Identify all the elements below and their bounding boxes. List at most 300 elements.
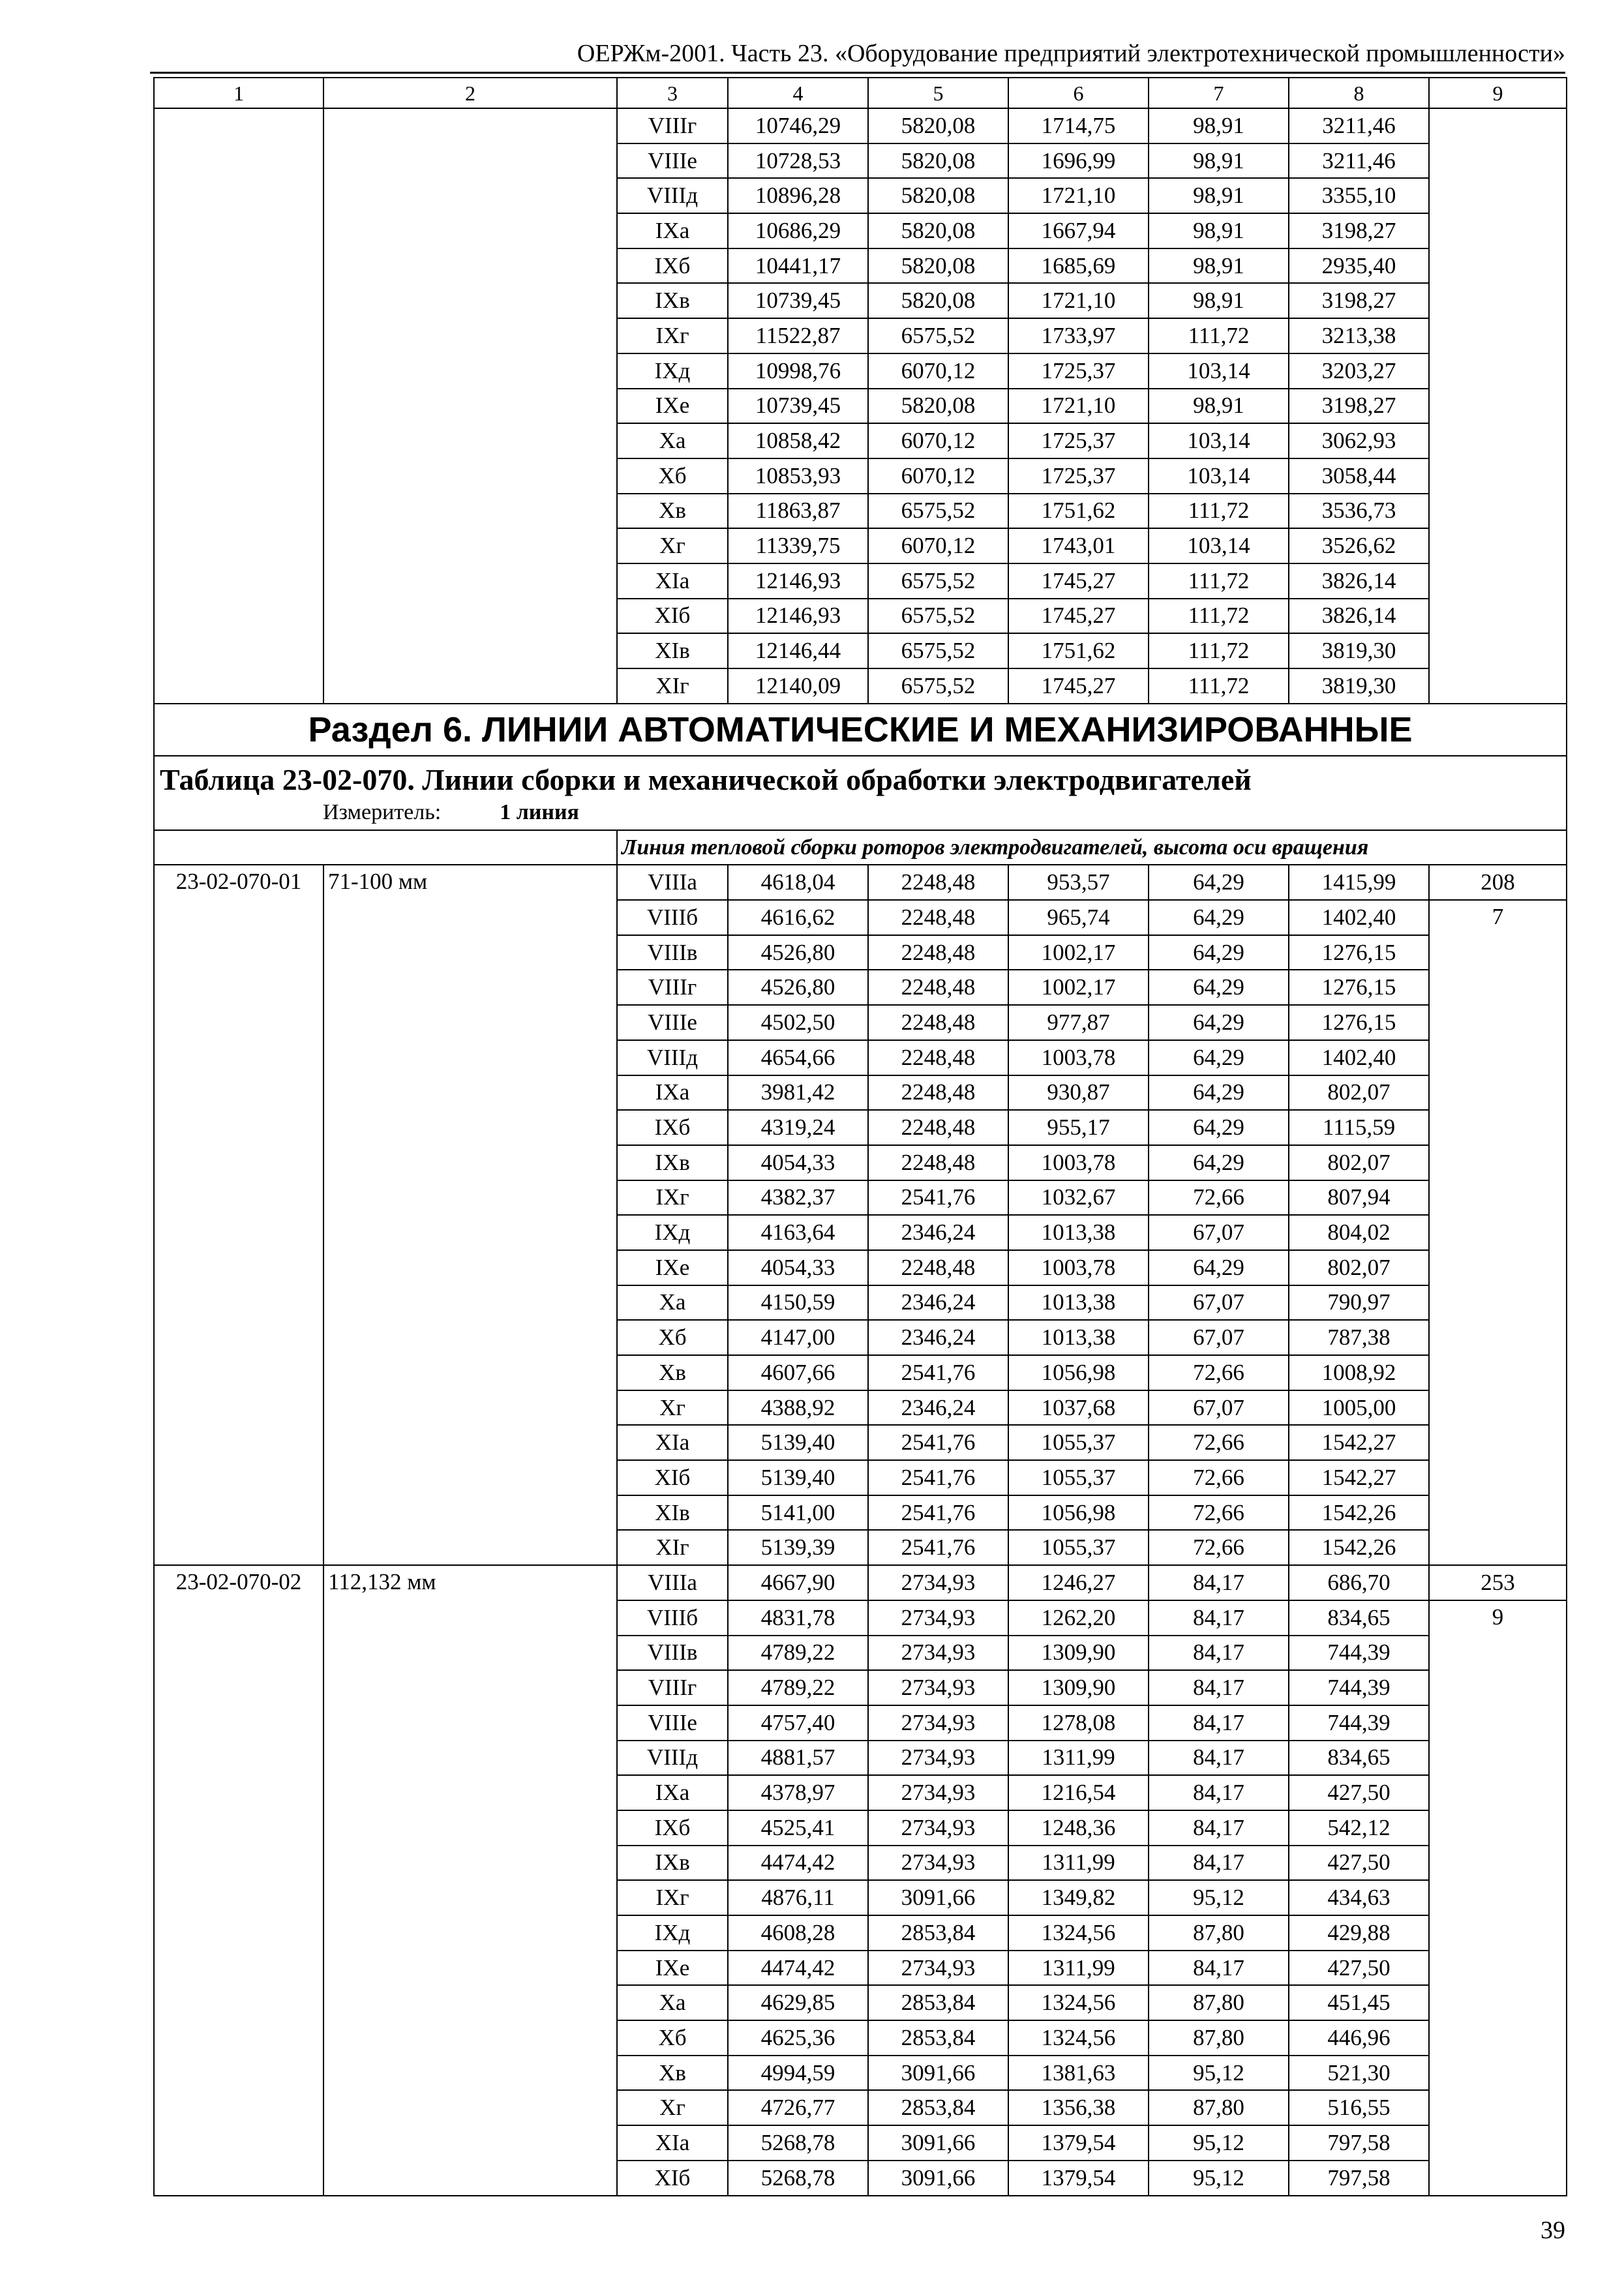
value-cell: 4526,80: [728, 935, 868, 970]
table-body: [154, 78, 1567, 2196]
value-cell: 72,66: [1149, 1180, 1289, 1216]
value-cell: 1415,99: [1289, 865, 1429, 900]
zone-cell: VIIIв: [617, 935, 728, 970]
value-cell: 67,07: [1149, 1390, 1289, 1426]
value-cell: 2541,76: [868, 1425, 1008, 1460]
zone-cell: XIа: [617, 1425, 728, 1460]
value-cell: 4054,33: [728, 1145, 868, 1180]
value-cell: 64,29: [1149, 970, 1289, 1005]
col9-value: 9: [1429, 1600, 1567, 2196]
value-cell: 84,17: [1149, 1600, 1289, 1636]
column-number: 5: [868, 78, 1008, 108]
value-cell: 3355,10: [1289, 178, 1429, 213]
value-cell: 1667,94: [1008, 213, 1149, 248]
value-cell: 111,72: [1149, 563, 1289, 599]
zone-cell: Xа: [617, 1285, 728, 1321]
value-cell: 5820,08: [868, 389, 1008, 424]
value-cell: 4618,04: [728, 865, 868, 900]
value-cell: 1311,99: [1008, 1846, 1149, 1881]
value-cell: 953,57: [1008, 865, 1149, 900]
value-cell: 5139,39: [728, 1530, 868, 1565]
zone-cell: VIIIв: [617, 1636, 728, 1671]
value-cell: 1309,90: [1008, 1670, 1149, 1705]
zone-cell: Xв: [617, 2056, 728, 2091]
value-cell: 5820,08: [868, 213, 1008, 248]
value-cell: 4616,62: [728, 900, 868, 935]
value-cell: 87,80: [1149, 2090, 1289, 2125]
value-cell: 3062,93: [1289, 423, 1429, 458]
value-cell: 834,65: [1289, 1741, 1429, 1776]
column-number: 2: [323, 78, 617, 108]
zone-cell: XIв: [617, 1495, 728, 1531]
value-cell: 1013,38: [1008, 1285, 1149, 1321]
value-cell: 2541,76: [868, 1495, 1008, 1531]
zone-cell: IXб: [617, 1110, 728, 1145]
value-cell: 64,29: [1149, 900, 1289, 935]
value-cell: 2541,76: [868, 1460, 1008, 1495]
value-cell: 4054,33: [728, 1250, 868, 1285]
value-cell: 2248,48: [868, 1110, 1008, 1145]
zone-cell: VIIIе: [617, 1005, 728, 1040]
value-cell: 11339,75: [728, 528, 868, 563]
value-cell: 434,63: [1289, 1880, 1429, 1915]
value-cell: 790,97: [1289, 1285, 1429, 1321]
zone-cell: Xб: [617, 2020, 728, 2056]
value-cell: 2853,84: [868, 2090, 1008, 2125]
value-cell: 3058,44: [1289, 458, 1429, 494]
value-cell: 797,58: [1289, 2125, 1429, 2161]
value-cell: 744,39: [1289, 1670, 1429, 1705]
value-cell: 1542,27: [1289, 1425, 1429, 1460]
value-cell: 1324,56: [1008, 1985, 1149, 2020]
value-cell: 2248,48: [868, 1040, 1008, 1075]
value-cell: 4319,24: [728, 1110, 868, 1145]
subheading-spacer: [154, 830, 617, 865]
value-cell: 4150,59: [728, 1285, 868, 1321]
value-cell: 1311,99: [1008, 1741, 1149, 1776]
value-cell: 1696,99: [1008, 143, 1149, 179]
name-cell: [323, 108, 617, 704]
value-cell: 11522,87: [728, 318, 868, 353]
value-cell: 1216,54: [1008, 1775, 1149, 1810]
value-cell: 64,29: [1149, 1250, 1289, 1285]
value-cell: 2541,76: [868, 1355, 1008, 1390]
value-cell: 111,72: [1149, 318, 1289, 353]
zone-cell: VIIIе: [617, 143, 728, 179]
value-cell: 427,50: [1289, 1775, 1429, 1810]
value-cell: 67,07: [1149, 1285, 1289, 1321]
value-cell: 64,29: [1149, 1005, 1289, 1040]
value-cell: 6575,52: [868, 318, 1008, 353]
value-cell: 1276,15: [1289, 970, 1429, 1005]
value-cell: 802,07: [1289, 1075, 1429, 1111]
table-row: [154, 108, 1567, 143]
value-cell: 87,80: [1149, 1915, 1289, 1951]
column-number: 1: [154, 78, 323, 108]
value-cell: 4388,92: [728, 1390, 868, 1426]
value-cell: 4147,00: [728, 1320, 868, 1355]
zone-cell: VIIIд: [617, 1741, 728, 1776]
zone-cell: Xв: [617, 494, 728, 529]
zone-cell: IXб: [617, 1810, 728, 1846]
value-cell: 4526,80: [728, 970, 868, 1005]
value-cell: 3211,46: [1289, 143, 1429, 179]
value-cell: 3091,66: [868, 2161, 1008, 2196]
value-cell: 2935,40: [1289, 248, 1429, 284]
table-row: [154, 865, 1567, 900]
value-cell: 6575,52: [868, 668, 1008, 704]
value-cell: 807,94: [1289, 1180, 1429, 1216]
column-number: 7: [1149, 78, 1289, 108]
value-cell: 10686,29: [728, 213, 868, 248]
zone-cell: IXв: [617, 283, 728, 318]
value-cell: 111,72: [1149, 494, 1289, 529]
section-title: Раздел 6. ЛИНИИ АВТОМАТИЧЕСКИЕ И МЕХАНИЗИРОВАННЫЕ: [154, 704, 1567, 756]
value-cell: 3198,27: [1289, 283, 1429, 318]
value-cell: 4378,97: [728, 1775, 868, 1810]
value-cell: 744,39: [1289, 1705, 1429, 1741]
measure-label: Измеритель:: [323, 800, 442, 824]
value-cell: 87,80: [1149, 2020, 1289, 2056]
zone-cell: VIIIб: [617, 1600, 728, 1636]
zone-cell: Xб: [617, 1320, 728, 1355]
value-cell: 3198,27: [1289, 389, 1429, 424]
value-cell: 1349,82: [1008, 1880, 1149, 1915]
value-cell: 2734,93: [868, 1951, 1008, 1986]
value-cell: 2248,48: [868, 1075, 1008, 1111]
value-cell: 98,91: [1149, 283, 1289, 318]
value-cell: 1002,17: [1008, 970, 1149, 1005]
value-cell: 427,50: [1289, 1846, 1429, 1881]
zone-cell: XIб: [617, 1460, 728, 1495]
value-cell: 84,17: [1149, 1741, 1289, 1776]
zone-cell: XIв: [617, 633, 728, 668]
value-cell: 2346,24: [868, 1320, 1008, 1355]
table-title-cell: [154, 756, 1567, 830]
zone-cell: XIа: [617, 2125, 728, 2161]
value-cell: 542,12: [1289, 1810, 1429, 1846]
subheading-row: [154, 830, 1567, 865]
value-cell: 10728,53: [728, 143, 868, 179]
column-number-row: [154, 78, 1567, 108]
value-cell: 2734,93: [868, 1670, 1008, 1705]
value-cell: 6575,52: [868, 494, 1008, 529]
value-cell: 4757,40: [728, 1705, 868, 1741]
zone-cell: Xа: [617, 423, 728, 458]
value-cell: 84,17: [1149, 1951, 1289, 1986]
value-cell: 2346,24: [868, 1390, 1008, 1426]
measure-value: 1 линия: [500, 800, 579, 824]
value-cell: 1056,98: [1008, 1355, 1149, 1390]
value-cell: 2346,24: [868, 1215, 1008, 1250]
value-cell: 84,17: [1149, 1670, 1289, 1705]
zone-cell: IXв: [617, 1846, 728, 1881]
value-cell: 12140,09: [728, 668, 868, 704]
value-cell: 72,66: [1149, 1495, 1289, 1531]
value-cell: 95,12: [1149, 2056, 1289, 2091]
value-cell: 10853,93: [728, 458, 868, 494]
value-cell: 446,96: [1289, 2020, 1429, 2056]
value-cell: 95,12: [1149, 2125, 1289, 2161]
zone-cell: IXа: [617, 213, 728, 248]
value-cell: 12146,44: [728, 633, 868, 668]
value-cell: 95,12: [1149, 2161, 1289, 2196]
value-cell: 6070,12: [868, 528, 1008, 563]
value-cell: 3091,66: [868, 2125, 1008, 2161]
zone-cell: IXд: [617, 1215, 728, 1250]
value-cell: 3091,66: [868, 1880, 1008, 1915]
value-cell: 955,17: [1008, 1110, 1149, 1145]
value-cell: 1685,69: [1008, 248, 1149, 284]
value-cell: 930,87: [1008, 1075, 1149, 1111]
zone-cell: VIIIа: [617, 1565, 728, 1600]
zone-cell: XIг: [617, 668, 728, 704]
value-cell: 72,66: [1149, 1460, 1289, 1495]
value-cell: 1542,26: [1289, 1530, 1429, 1565]
value-cell: 103,14: [1149, 458, 1289, 494]
value-cell: 1721,10: [1008, 283, 1149, 318]
value-cell: 5820,08: [868, 108, 1008, 143]
value-cell: 1276,15: [1289, 935, 1429, 970]
table-row: [154, 1565, 1567, 1600]
value-cell: 10896,28: [728, 178, 868, 213]
value-cell: 2248,48: [868, 970, 1008, 1005]
value-cell: 6575,52: [868, 563, 1008, 599]
value-cell: 1402,40: [1289, 900, 1429, 935]
value-cell: 4607,66: [728, 1355, 868, 1390]
zone-cell: XIб: [617, 2161, 728, 2196]
value-cell: 1115,59: [1289, 1110, 1429, 1145]
value-cell: 977,87: [1008, 1005, 1149, 1040]
value-cell: 5268,78: [728, 2161, 868, 2196]
value-cell: 1721,10: [1008, 389, 1149, 424]
value-cell: 2248,48: [868, 935, 1008, 970]
value-cell: 3526,62: [1289, 528, 1429, 563]
value-cell: 3213,38: [1289, 318, 1429, 353]
zone-cell: XIг: [617, 1530, 728, 1565]
value-cell: 2248,48: [868, 900, 1008, 935]
code-cell: 23-02-070-01: [154, 865, 323, 1565]
zone-cell: VIIIа: [617, 865, 728, 900]
value-cell: 1745,27: [1008, 563, 1149, 599]
price-table: [153, 77, 1567, 2196]
value-cell: 1733,97: [1008, 318, 1149, 353]
zone-cell: XIа: [617, 563, 728, 599]
value-cell: 1309,90: [1008, 1636, 1149, 1671]
value-cell: 2346,24: [868, 1285, 1008, 1321]
value-cell: 10739,45: [728, 283, 868, 318]
value-cell: 1003,78: [1008, 1250, 1149, 1285]
value-cell: 12146,93: [728, 563, 868, 599]
value-cell: 5820,08: [868, 143, 1008, 179]
page-number: 39: [1541, 2217, 1565, 2244]
value-cell: 787,38: [1289, 1320, 1429, 1355]
value-cell: 111,72: [1149, 633, 1289, 668]
value-cell: 6070,12: [868, 423, 1008, 458]
value-cell: 2734,93: [868, 1565, 1008, 1600]
value-cell: 1008,92: [1289, 1355, 1429, 1390]
value-cell: 5820,08: [868, 178, 1008, 213]
running-header: ОЕРЖм-2001. Часть 23. «Оборудование предприятий электротехнической промышленности»: [150, 38, 1565, 74]
zone-cell: IXе: [617, 1951, 728, 1986]
value-cell: 1725,37: [1008, 353, 1149, 389]
value-cell: 4525,41: [728, 1810, 868, 1846]
zone-cell: IXе: [617, 1250, 728, 1285]
value-cell: 834,65: [1289, 1600, 1429, 1636]
zone-cell: Xб: [617, 458, 728, 494]
value-cell: 111,72: [1149, 599, 1289, 634]
value-cell: 802,07: [1289, 1250, 1429, 1285]
code-cell: 23-02-070-02: [154, 1565, 323, 2195]
value-cell: 3826,14: [1289, 599, 1429, 634]
column-number: 4: [728, 78, 868, 108]
zone-cell: VIIIг: [617, 970, 728, 1005]
zone-cell: IXа: [617, 1775, 728, 1810]
value-cell: 4608,28: [728, 1915, 868, 1951]
value-cell: 5820,08: [868, 248, 1008, 284]
value-cell: 3203,27: [1289, 353, 1429, 389]
value-cell: 1003,78: [1008, 1040, 1149, 1075]
value-cell: 2541,76: [868, 1530, 1008, 1565]
col9-value: 208: [1429, 865, 1567, 900]
value-cell: 64,29: [1149, 1075, 1289, 1111]
value-cell: 1324,56: [1008, 2020, 1149, 2056]
value-cell: 5141,00: [728, 1495, 868, 1531]
value-cell: 1013,38: [1008, 1215, 1149, 1250]
value-cell: 5268,78: [728, 2125, 868, 2161]
value-cell: 1037,68: [1008, 1390, 1149, 1426]
value-cell: 3819,30: [1289, 668, 1429, 704]
value-cell: 84,17: [1149, 1846, 1289, 1881]
value-cell: 2734,93: [868, 1810, 1008, 1846]
value-cell: 12146,93: [728, 599, 868, 634]
value-cell: 4994,59: [728, 2056, 868, 2091]
value-cell: 4654,66: [728, 1040, 868, 1075]
value-cell: 1379,54: [1008, 2125, 1149, 2161]
column-number: 8: [1289, 78, 1429, 108]
zone-cell: VIIIе: [617, 1705, 728, 1741]
zone-cell: IXг: [617, 1180, 728, 1216]
value-cell: 1743,01: [1008, 528, 1149, 563]
value-cell: 1542,26: [1289, 1495, 1429, 1531]
value-cell: 1714,75: [1008, 108, 1149, 143]
value-cell: 1751,62: [1008, 633, 1149, 668]
value-cell: 1324,56: [1008, 1915, 1149, 1951]
zone-cell: Xг: [617, 1390, 728, 1426]
value-cell: 4382,37: [728, 1180, 868, 1216]
value-cell: 2248,48: [868, 1250, 1008, 1285]
value-cell: 5139,40: [728, 1460, 868, 1495]
value-cell: 10858,42: [728, 423, 868, 458]
value-cell: 2248,48: [868, 1145, 1008, 1180]
value-cell: 1381,63: [1008, 2056, 1149, 2091]
value-cell: 72,66: [1149, 1530, 1289, 1565]
zone-cell: IXе: [617, 389, 728, 424]
name-cell: 112,132 мм: [323, 1565, 617, 2195]
value-cell: 1725,37: [1008, 423, 1149, 458]
value-cell: 64,29: [1149, 865, 1289, 900]
value-cell: 4625,36: [728, 2020, 868, 2056]
zone-cell: IXв: [617, 1145, 728, 1180]
value-cell: 4726,77: [728, 2090, 868, 2125]
value-cell: 2248,48: [868, 1005, 1008, 1040]
table-title-row: [154, 756, 1567, 830]
zone-cell: VIIIд: [617, 178, 728, 213]
value-cell: 2734,93: [868, 1741, 1008, 1776]
value-cell: 1262,20: [1008, 1600, 1149, 1636]
value-cell: 1542,27: [1289, 1460, 1429, 1495]
value-cell: 1248,36: [1008, 1810, 1149, 1846]
value-cell: 2734,93: [868, 1846, 1008, 1881]
value-cell: 1013,38: [1008, 1320, 1149, 1355]
value-cell: 5139,40: [728, 1425, 868, 1460]
value-cell: 1055,37: [1008, 1530, 1149, 1565]
zone-cell: VIIIг: [617, 108, 728, 143]
value-cell: 1055,37: [1008, 1425, 1149, 1460]
value-cell: 84,17: [1149, 1636, 1289, 1671]
value-cell: 6575,52: [868, 599, 1008, 634]
value-cell: 802,07: [1289, 1145, 1429, 1180]
value-cell: 451,45: [1289, 1985, 1429, 2020]
value-cell: 64,29: [1149, 1040, 1289, 1075]
value-cell: 3198,27: [1289, 213, 1429, 248]
zone-cell: IXг: [617, 1880, 728, 1915]
zone-cell: IXд: [617, 1915, 728, 1951]
value-cell: 1002,17: [1008, 935, 1149, 970]
value-cell: 5820,08: [868, 283, 1008, 318]
zone-cell: IXг: [617, 318, 728, 353]
value-cell: 1751,62: [1008, 494, 1149, 529]
value-cell: 64,29: [1149, 1145, 1289, 1180]
value-cell: 3826,14: [1289, 563, 1429, 599]
col9-value: 7: [1429, 900, 1567, 1565]
value-cell: 965,74: [1008, 900, 1149, 935]
value-cell: 1003,78: [1008, 1145, 1149, 1180]
value-cell: 3819,30: [1289, 633, 1429, 668]
value-cell: 64,29: [1149, 935, 1289, 970]
value-cell: 84,17: [1149, 1565, 1289, 1600]
zone-cell: XIб: [617, 599, 728, 634]
value-cell: 2853,84: [868, 1915, 1008, 1951]
value-cell: 4502,50: [728, 1005, 868, 1040]
value-cell: 84,17: [1149, 1810, 1289, 1846]
value-cell: 1379,54: [1008, 2161, 1149, 2196]
value-cell: 2734,93: [868, 1636, 1008, 1671]
value-cell: 103,14: [1149, 353, 1289, 389]
col9-value: 253: [1429, 1565, 1567, 1600]
name-cell: 71-100 мм: [323, 865, 617, 1565]
value-cell: 521,30: [1289, 2056, 1429, 2091]
value-cell: 1745,27: [1008, 599, 1149, 634]
value-cell: 3536,73: [1289, 494, 1429, 529]
zone-cell: Xг: [617, 2090, 728, 2125]
zone-cell: IXд: [617, 353, 728, 389]
section-row: [154, 704, 1567, 756]
value-cell: 1402,40: [1289, 1040, 1429, 1075]
value-cell: 3981,42: [728, 1075, 868, 1111]
value-cell: 4831,78: [728, 1600, 868, 1636]
value-cell: 67,07: [1149, 1320, 1289, 1355]
value-cell: 4881,57: [728, 1741, 868, 1776]
value-cell: 4474,42: [728, 1951, 868, 1986]
subheading: Линия тепловой сборки роторов электродвигателей, высота оси вращения: [617, 830, 1567, 865]
value-cell: 4629,85: [728, 1985, 868, 2020]
value-cell: 2734,93: [868, 1775, 1008, 1810]
column-number: 9: [1429, 78, 1567, 108]
value-cell: 98,91: [1149, 248, 1289, 284]
zone-cell: Xа: [617, 1985, 728, 2020]
measure-line: [160, 798, 1561, 827]
